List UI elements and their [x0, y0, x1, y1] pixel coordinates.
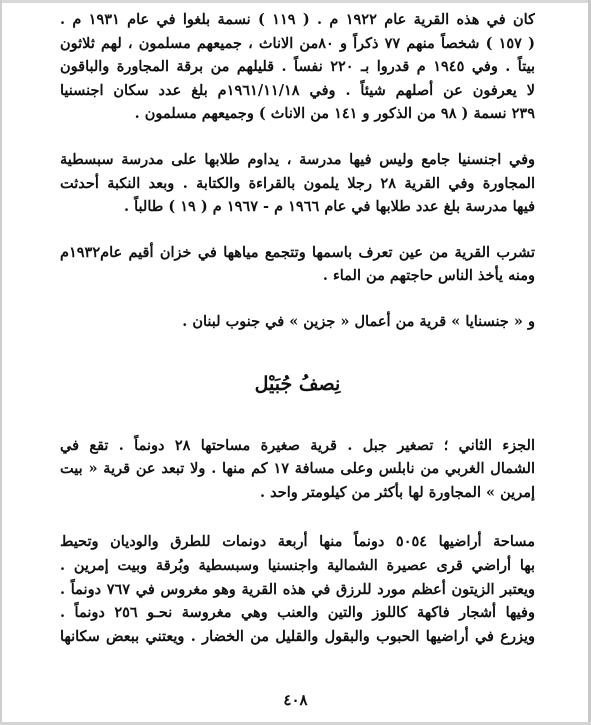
text-line: ويعتبر الزيتون أعظم مورد للرزق في هذه القرية وهو مغروس في ٧٦٧ دونماً . [60, 580, 535, 598]
section-title: نِصفُ جُبَيْل [254, 372, 341, 395]
page-border-left [0, 0, 2, 725]
paragraph-water [60, 241, 535, 288]
paragraph-land [60, 530, 535, 648]
paragraph-location [60, 434, 535, 505]
text-line: بيتاً . وفي ١٩٤٥ م قدروا بـ ٢٢٠ نفساً . قليلهم من برقة المجاورة والباقون [60, 58, 535, 76]
text-line: وفي اجنسنيا جامع وليس فيها مدرسة ، يداوم طلابها على مدرسة سبسطية [60, 150, 535, 168]
text-line: الشمال الغربي من نابلس وعلى مسافة ١٧ كم منها . ولا تبعد عن قرية « بيت [60, 460, 535, 478]
text-line: مساحة أراضيها ٥٠٥٤ دونماً منها أربعة دونمات للطرق والوديان وتحيط [60, 533, 535, 551]
text-line: الجزء الثاني ؛ تصغير جبل . قرية صغيرة مساحتها ٢٨ دونماً . تقع في [60, 436, 535, 454]
paragraph-population [60, 8, 535, 126]
text-line: ٢٣٩ نسمة ( ٩٨ من الذكور و ١٤١ من الاناث ) وجميعهم مسلمون . [134, 105, 535, 123]
text-line: كان في هذه القرية عام ١٩٢٢ م . ( ١١٩ ) نسمة بلغوا في عام ١٩٣١ م . [60, 11, 535, 28]
text-line: و « جنسنايا » قرية من أعمال « جزين » في جنوب لبنان . [182, 312, 535, 330]
text-line: ويزرع في أراضيها الحبوب والبقول والقليل من الخضار . ويعتني ببعض سكانها [60, 627, 535, 645]
text-line: المجاورة وفي القرية ٢٨ رجلا يلمون بالقراءة والكتابة . وبعد النكبة أحدثت [60, 174, 535, 192]
text-line: وفيها أشجار فاكهة كاللوز والتين والعنب وهي مغروسة نحـو ٢٥٦ دونماً . [60, 604, 535, 622]
text-line: فيها مدرسة بلغ عدد طلابها في عام ١٩٦٦ م - ١٩٦٧ م ( ١٩ ) طالباً . [124, 198, 535, 216]
paragraph-education [60, 148, 535, 219]
text-line: تشرب القرية من عين تعرف باسمها وتتجمع مياهها في خزان أقيم عام١٩٣٢م [60, 243, 535, 261]
paragraph-note-lebanon [60, 310, 535, 334]
page-body-text [60, 8, 535, 648]
text-line: إمرين » المجاورة لها بأكثر من كيلومتر واحد . [260, 483, 535, 501]
page-border-top [0, 0, 591, 3]
text-line: بها أراضي قرى عصيرة الشمالية واجنسنيا وسبسطية وبُرقة وبيت إمرين . [60, 556, 535, 574]
page-number: ٤٠٨ [283, 691, 308, 709]
text-line: ( ١٥٧ ) شخصاً منهم ٧٧ ذكراً و ٨٠من الاناث ، جميعهم مسلمون ، لهم ثلاثون [60, 34, 535, 52]
text-line: ومنه يأخذ الناس حاجتهم من الماء . [322, 267, 535, 285]
text-line: لا يعرفون عن أصلهم شيئاً . وفي ١٩٦١/١١/١٨م بلغ عدد سكان اجنسنيا [60, 81, 535, 99]
